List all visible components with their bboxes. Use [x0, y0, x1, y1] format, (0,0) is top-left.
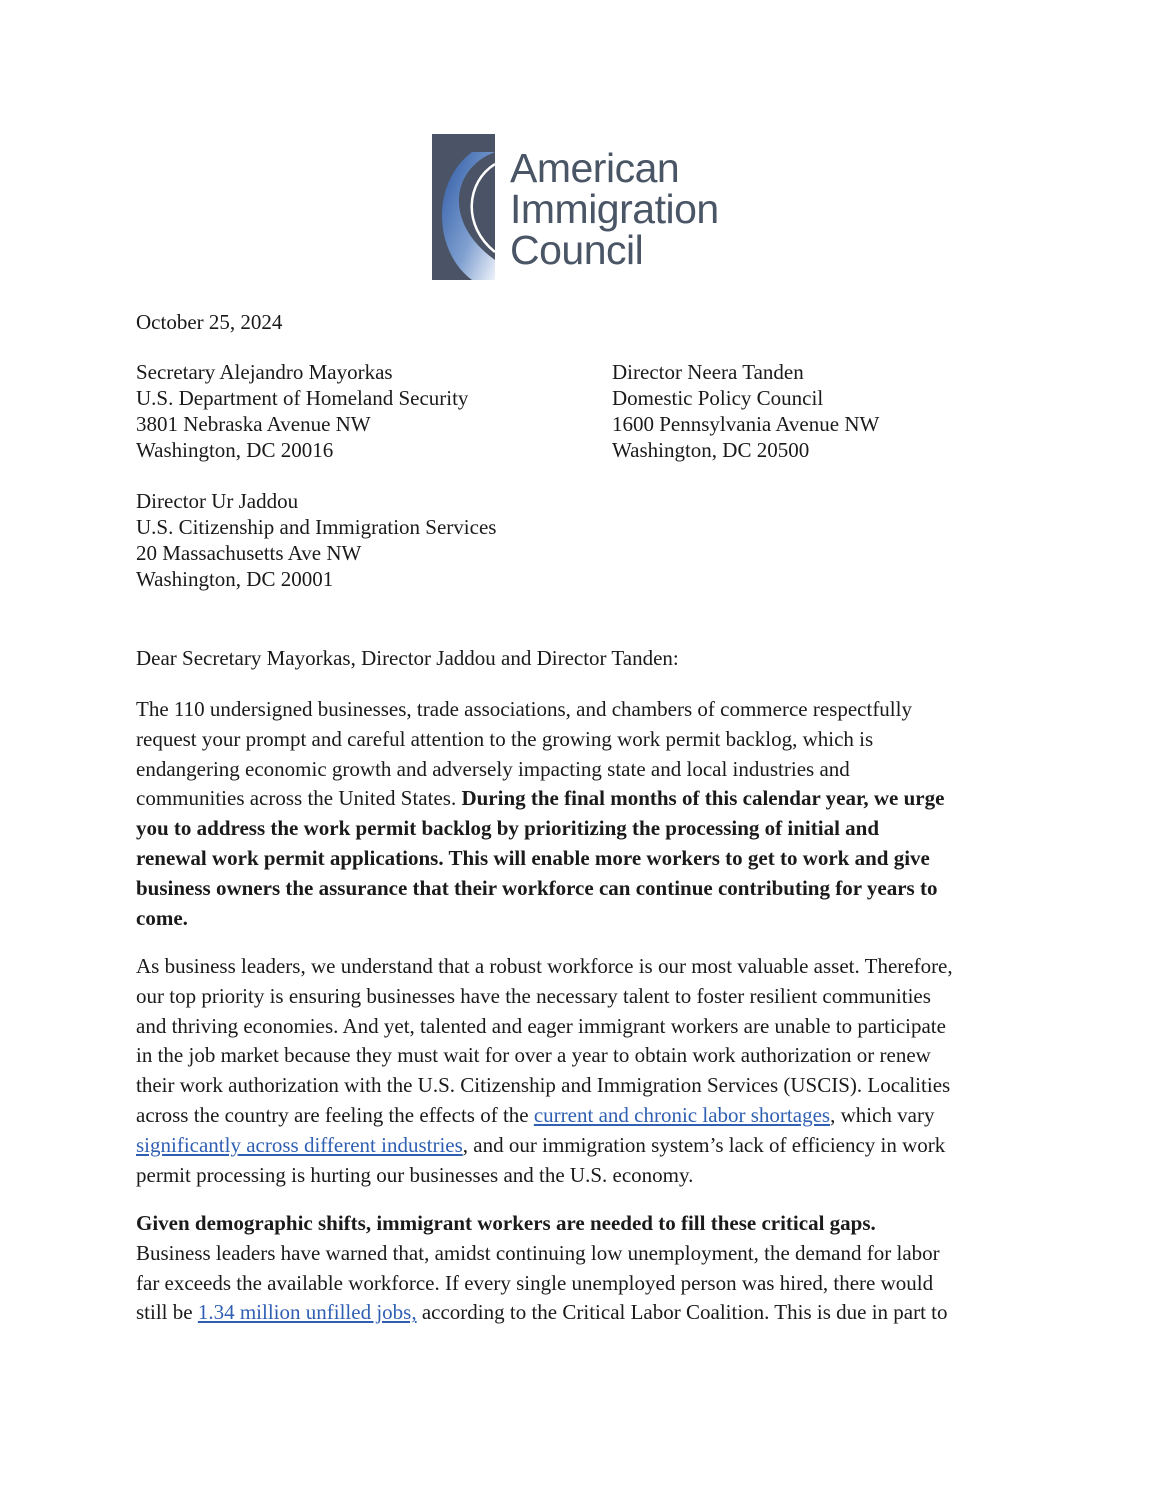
bold-text: During the final months of this calendar year, we urge	[461, 786, 945, 811]
paragraph-line	[136, 874, 1020, 904]
text-run: , which vary	[830, 1102, 935, 1127]
paragraph-line	[136, 1298, 1020, 1328]
address-line: U.S. Department of Homeland Security	[136, 386, 469, 410]
bold-text: business owners the assurance that their workforce can continue contributing for years to	[136, 875, 938, 900]
paragraph-line: and thriving economies. And yet, talented and eager immigrant workers are unable to participate	[136, 1013, 946, 1038]
address-line: Washington, DC 20016	[136, 438, 334, 462]
paragraph-3	[136, 1209, 1020, 1328]
letter-date: October 25, 2024	[136, 310, 283, 334]
labor-shortages-link[interactable]: current and chronic labor shortages	[533, 1102, 831, 1127]
address-line: Washington, DC 20001	[136, 567, 334, 591]
text-run: still be	[136, 1300, 198, 1325]
text-run: across the country are feeling the effects of the	[136, 1102, 534, 1127]
recipient-address-third	[136, 488, 496, 592]
address-line: U.S. Citizenship and Immigration Services	[136, 515, 497, 539]
paragraph-line: request your prompt and careful attention to the growing work permit backlog, which is	[136, 726, 874, 751]
address-line: Director Ur Jaddou	[136, 489, 299, 513]
logo-wordmark	[510, 145, 719, 273]
logo-line-3: Council	[510, 227, 644, 273]
industries-link[interactable]: significantly across different industries	[136, 1132, 463, 1157]
paragraph-1	[136, 695, 1020, 933]
paragraph-line	[136, 1101, 1020, 1131]
paragraph-line: far exceeds the available workforce. If every single unemployed person was hired, there would	[136, 1270, 934, 1295]
bold-text: Given demographic shifts, immigrant workers are needed to fill these critical gaps.	[136, 1211, 876, 1235]
logo-line-2: Immigration	[510, 186, 719, 232]
paragraph-line: in the job market because they must wait for over a year to obtain work authorization or renew	[136, 1043, 931, 1068]
paragraph-line: endangering economic growth and adversely impacting state and local industries and	[136, 756, 850, 781]
paragraph-line: The 110 undersigned businesses, trade associations, and chambers of commerce respectfully	[136, 697, 912, 721]
bold-text: you to address the work permit backlog by prioritizing the processing of initial and	[136, 816, 880, 841]
paragraph-line	[136, 1131, 1020, 1161]
address-line: Secretary Alejandro Mayorkas	[136, 360, 393, 384]
address-line: Washington, DC 20500	[612, 438, 810, 462]
recipient-address-left	[136, 359, 468, 463]
salutation: Dear Secretary Mayorkas, Director Jaddou and Director Tanden:	[136, 646, 679, 670]
paragraph-line	[136, 1209, 1020, 1239]
paragraph-line	[136, 904, 1020, 934]
text-run: , and our immigration system’s lack of efficiency in work	[462, 1132, 946, 1157]
organization-logo	[432, 134, 732, 284]
unfilled-jobs-link[interactable]: 1.34 million unfilled jobs,	[197, 1300, 417, 1325]
bold-text: come.	[136, 905, 188, 930]
paragraph-line: permit processing is hurting our businesses and the U.S. economy.	[136, 1162, 694, 1187]
text-run: according to the Critical Labor Coalition. This is due in part to	[416, 1300, 948, 1325]
paragraph-line	[136, 844, 1020, 874]
text-run: communities across the United States.	[136, 786, 462, 811]
paragraph-line: their work authorization with the U.S. Citizenship and Immigration Services (USCIS). Localities	[136, 1073, 951, 1098]
paragraph-line	[136, 784, 1020, 814]
bold-text: renewal work permit applications. This will enable more workers to get to work and give	[136, 845, 930, 870]
paragraph-line: As business leaders, we understand that a robust workforce is our most valuable asset. Therefore,	[136, 954, 953, 978]
logo-swoosh-icon	[432, 134, 495, 280]
recipient-address-right	[612, 359, 879, 463]
address-line: 3801 Nebraska Avenue NW	[136, 412, 371, 436]
address-line: Domestic Policy Council	[612, 386, 824, 410]
address-line: Director Neera Tanden	[612, 360, 804, 384]
paragraph-line	[136, 814, 1020, 844]
paragraph-line: Business leaders have warned that, amidst continuing low unemployment, the demand for labor	[136, 1240, 940, 1265]
address-line: 20 Massachusetts Ave NW	[136, 541, 362, 565]
logo-line-1: American	[510, 145, 680, 191]
address-line: 1600 Pennsylvania Avenue NW	[612, 412, 880, 436]
paragraph-2	[136, 952, 1020, 1190]
paragraph-line: our top priority is ensuring businesses have the necessary talent to foster resilient communities	[136, 983, 931, 1008]
